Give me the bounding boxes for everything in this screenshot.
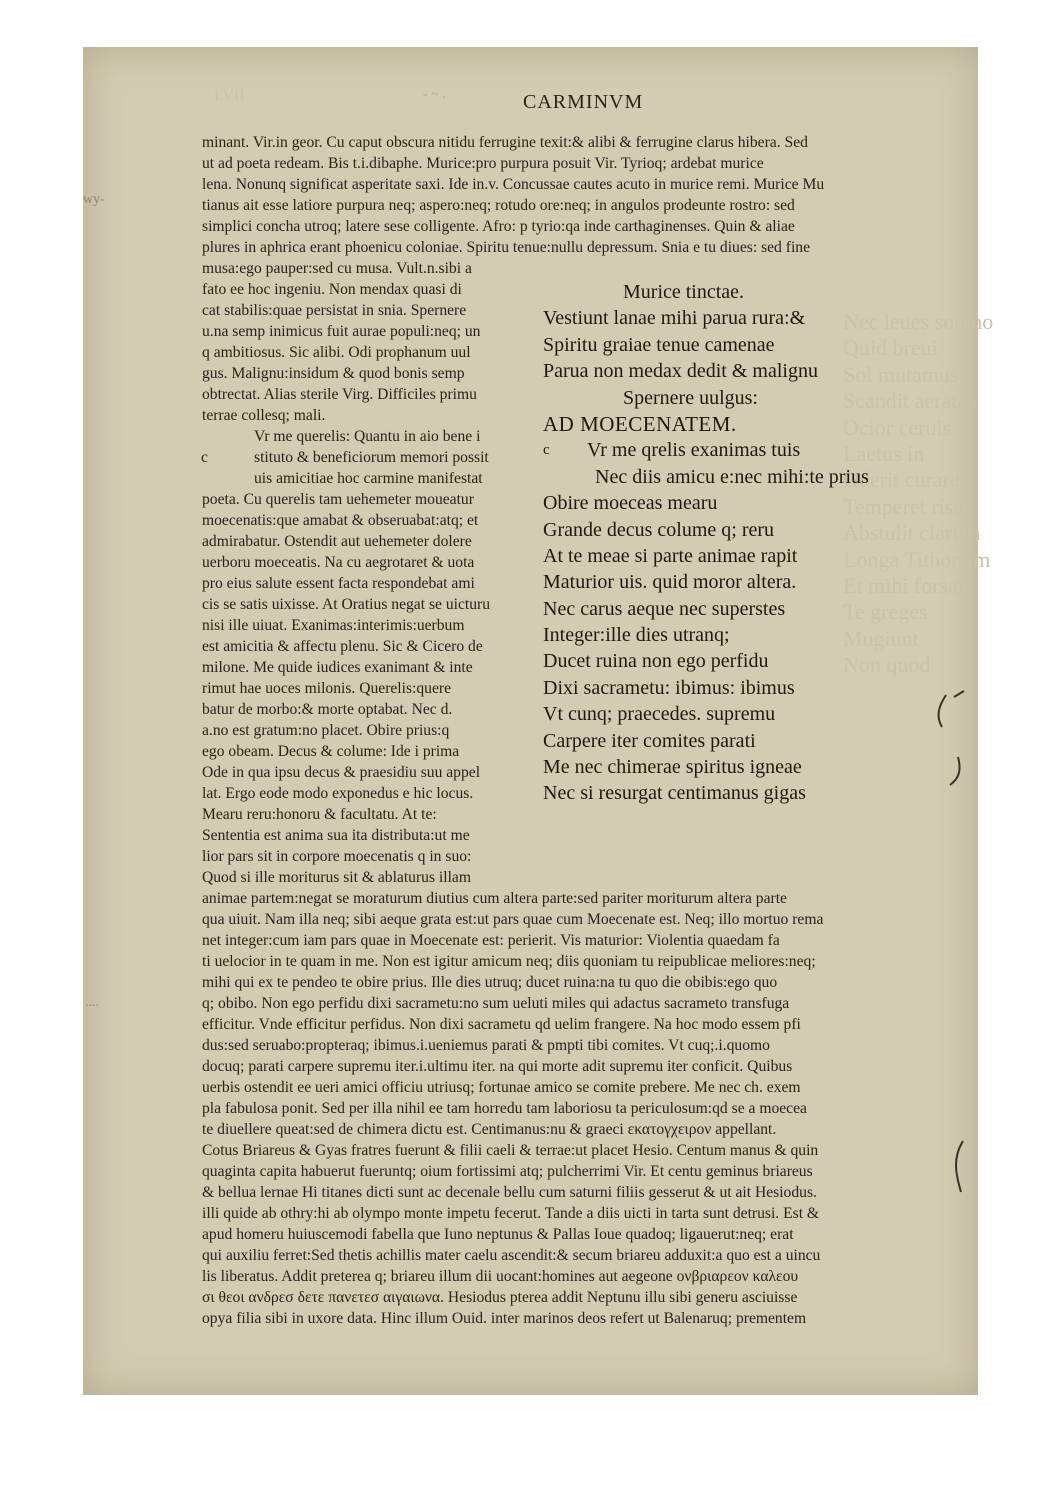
commentary-line: Ode in qua ipsu decus & praesidiu suu appel	[202, 764, 481, 781]
show-through-folio: LVII	[214, 87, 245, 104]
commentary-line: dus:sed seruabo:propteraq; ibimus.i.ueniemus parati & pmpti tibi comites. Vt cuq;.i.quomo	[202, 1037, 770, 1054]
commentary-line: Mearu reru:honoru & facultatu. At te:	[202, 806, 437, 823]
poem-marker: c	[543, 442, 550, 459]
margin-note: ....	[85, 995, 99, 1010]
commentary-line: uerbis ostendit ee ueri amici officiu utriusq; fortunae amico se comite prebere. Me nec ch. exem	[202, 1079, 801, 1096]
commentary-line: lior pars sit in corpore moecenatis q in suo:	[202, 848, 472, 865]
commentary-line: q; obibo. Non ego perfidu dixi sacrametu:no sum ueluti miles qui adactus sacrameto transfuga	[202, 995, 790, 1012]
commentary-line: pro eius salute essent facta respondebat ami	[202, 575, 475, 592]
poem-line: Nec carus aeque nec superstes	[543, 597, 786, 620]
commentary-line: illi quide ab othry:hi ab olympo monte impetu fecerut. Tande a diis uicti in tarta sunt detrusi. Est &	[202, 1205, 820, 1222]
commentary-line: obtrectat. Alias sterile Virg. Difficiles primu	[202, 386, 477, 403]
commentary-line: pla fabulosa ponit. Sed per illa nihil ee tam horredu tam laboriosu ta periculosum:qd se a moeceа	[202, 1100, 807, 1117]
show-through-text: Nec leues somno Quid breui Sol mutamus Scandit aeratas Ocior ceruis Laetus in Oderit curare Temperet risu Abstulit clarum Longa Tithonum Et mihi forsan Te greges Mugiunt Non quod	[843, 309, 994, 678]
commentary-line: est amicitia & affectu plenu. Sic & Cicero de	[202, 638, 483, 655]
commentary-line: rimut hae uoces milonis. Querelis:quere	[202, 680, 451, 697]
poem-block	[543, 279, 913, 807]
commentary-line: batur de morbo:& morte optabat. Nec d.	[202, 701, 453, 718]
commentary-line: admirabatur. Ostendit aut uehemeter dolere	[202, 533, 472, 550]
commentary-line: lat. Ergo eode modo exponedus e hic locus.	[202, 785, 474, 802]
commentary-line: qua uiuit. Nam illa neq; sibi aeque grata est:ut pars quae cum Moecenate est. Neq; illo mortuo rema	[202, 911, 824, 928]
commentary-line: milone. Me quide iudices exanimant & inte	[202, 659, 473, 676]
commentary-line: te diuellere queat:sed de chimera dictu est. Centimanus:nu & graeci εκατογχειρον appellant.	[202, 1121, 777, 1138]
commentary-line: plures in aphrica erant phoenicu coloniae. Spiritu tenue:nullu depressum. Snia e tu diues: sed fine	[202, 239, 810, 256]
commentary-line: lis liberatus. Addit preterea q; briareu illum dii uocant:homines aut aegeone ονβριαρεον καλεου	[202, 1268, 799, 1285]
commentary-line: & bellua lernae Hi titanes dicti sunt ac decenale bellu cum saturni filiis gesserut & ut ait Hesiodus.	[202, 1184, 817, 1201]
poem-line: Maturior uis. quid moror altera.	[543, 571, 797, 594]
commentary-line: quaginta capita habuerut fueruntq; oium fortissimi atq; pulcherrimi Vir. Et centu geminus briareus	[202, 1163, 813, 1180]
commentary-line: docuq; parati carpere supremu iter.i.ultimu iter. na qui morte adit supremu iter conficit. Quibus	[202, 1058, 793, 1075]
poem-line: Obire moeceas mearu	[543, 492, 718, 515]
commentary-line: mihi qui ex te pendeo te obire prius. Ille dies utruq; ducet ruina:na tu quo die obibis:ego quo	[202, 974, 778, 991]
commentary-line: musa:ego pauper:sed cu musa. Vult.n.sibi a	[202, 260, 472, 277]
poem-heading: AD MOECENATEM.	[543, 411, 737, 436]
commentary-line: poeta. Cu querelis tam uehemeter moueatur	[202, 491, 474, 508]
handwritten-mark	[943, 1137, 973, 1197]
commentary-line: animae partem:negat se moraturum diutius cum altera parte:sed pariter moriturum altera parte	[202, 890, 787, 907]
commentary-line: q ambitiosus. Sic alibi. Odi prophanum uul	[202, 344, 471, 361]
commentary-line: efficitur. Vnde efficitur perfidus. Non dixi sacrametu qd uelim frangere. Na hoc modo essem pfi	[202, 1016, 801, 1033]
commentary-line: uis amicitiae hoc carmine manifestat	[254, 470, 483, 487]
commentary-line: u.na semp inimicus fuit aurae populi:neq; un	[202, 323, 481, 340]
commentary-line: cat stabilis:quae persistat in snia. Spernere	[202, 302, 467, 319]
commentary-line: opya filia sibi in uxore data. Hinc illum Ouid. inter marinos deos refert ut Balenaruq; prementem	[202, 1310, 807, 1327]
running-head-prefix: - ~ .	[423, 87, 446, 102]
poem-line: Dixi sacrametu: ibimus: ibimus	[543, 676, 795, 699]
poem-line: Nec si resurgat centimanus gigas	[543, 782, 806, 805]
commentary-line: minant. Vir.in geor. Cu caput obscura nitidu ferrugine texit:& alibi & ferrugine clarus hibera. Sed	[202, 134, 808, 151]
margin-note: wy-	[83, 192, 105, 207]
commentary-line: stituto & beneficiorum memori possit	[254, 449, 489, 466]
poem-line: Spiritu graiae tenue camenae	[543, 333, 775, 356]
poem-line: Me nec chimerae spiritus igneae	[543, 756, 802, 779]
poem-line: Grande decus colume q; reru	[543, 518, 775, 541]
poem-line: Parua non medax dedit & malignu	[543, 360, 818, 383]
commentary-line: ut ad poeta redeam. Bis t.i.dibaphe. Murice:pro purpura posuit Vir. Tyrioq; ardebat murice	[202, 155, 764, 172]
book-page	[83, 47, 994, 1395]
commentary-line: tianus ait esse latiore purpura neq; aspero:neq; rotudo ore:neq; in angulos prodeunte rostro: sed	[202, 197, 795, 214]
poem-line: Ducet ruina non ego perfidu	[543, 650, 769, 673]
commentary-line: lena. Nonunq significat asperitate saxi. Ide in.v. Concussae cautes acuto in murice remi. Murice Mu	[202, 176, 825, 193]
commentary-line: Quod si ille moriturus sit & ablaturus illam	[202, 869, 471, 886]
handwritten-mark	[928, 687, 973, 787]
commentary-line: gus. Malignu:insidum & quod bonis semp	[202, 365, 465, 382]
commentary-line: nisi ille uiuat. Exanimas:interimis:uerbum	[202, 617, 465, 634]
commentary-line: cis se satis uixisse. At Oratius negat se uicturu	[202, 596, 491, 613]
drop-letter: c	[201, 449, 208, 466]
commentary-line: ego obeam. Decus & colume: Ide i prima	[202, 743, 460, 760]
commentary-line: Cotus Briareus & Gyas fratres fuerunt & filii caeli & terrae:ut placet Hesio. Centum manus & quin	[202, 1142, 819, 1159]
commentary-line: terrae collesq; mali.	[202, 407, 326, 424]
poem-line: Vr me qrelis exanimas tuis	[587, 439, 801, 462]
commentary-line: ti uelocior in te quam in me. Non est igitur amicum neq; diis quoniam tu reipublicae meliores:neq;	[202, 953, 816, 970]
poem-line: Spernere uulgus:	[623, 386, 758, 409]
commentary-line: qui auxiliu ferret:Sed thetis achillis mater caelu ascendit:& secum briareu adduxit:a quo est a uincu	[202, 1247, 821, 1264]
commentary-line: uerboru moeceatis. Na cu aegrotaret & uota	[202, 554, 475, 571]
commentary-line: moecenatis:que amabat & obseruabat:atq; et	[202, 512, 479, 529]
commentary-line: fato ee hoc ingeniu. Non mendax quasi di	[202, 281, 462, 298]
poem-line: Nec diis amicu e:nec mihi:te prius	[595, 465, 869, 488]
commentary-line: Vr me querelis: Quantu in aio bene i	[254, 428, 481, 445]
running-head: CARMINVM	[523, 91, 644, 113]
commentary-line: simplici concha utroq; latere sese colligente. Afro: p tyrio:qa inde carthaginenses. Quin & aliae	[202, 218, 795, 235]
commentary-line: Sententia est anima sua ita distributa:ut me	[202, 827, 470, 844]
commentary-line: apud homeru huiuscemodi fabella que Iuno neptunus & Pallas Ioue quadoq; ligauerut:neq; erat	[202, 1226, 794, 1243]
poem-line: Murice tinctae.	[623, 281, 745, 303]
poem-line: Vt cunq; praecedes. supremu	[543, 703, 776, 726]
commentary-line: a.no est gratum:no placet. Obire prius:q	[202, 722, 450, 739]
commentary-line: σι θεοι ανδρεσ δετε πανετεσ αιγαιωνα. Hesiodus ptereа addit Neptunu illu sibi generu asciuisse	[202, 1289, 798, 1306]
poem-line: Carpere iter comites parati	[543, 729, 756, 752]
poem-line: Vestiunt lanae mihi parua rura:&	[543, 307, 806, 330]
poem-line: At te meae si parte animae rapit	[543, 544, 798, 567]
poem-line: Integer:ille dies utranq;	[543, 624, 730, 647]
commentary-line: net integer:cum iam pars quae in Moecenate est: perierit. Vis maturior: Violentia quaedam fa	[202, 932, 780, 949]
